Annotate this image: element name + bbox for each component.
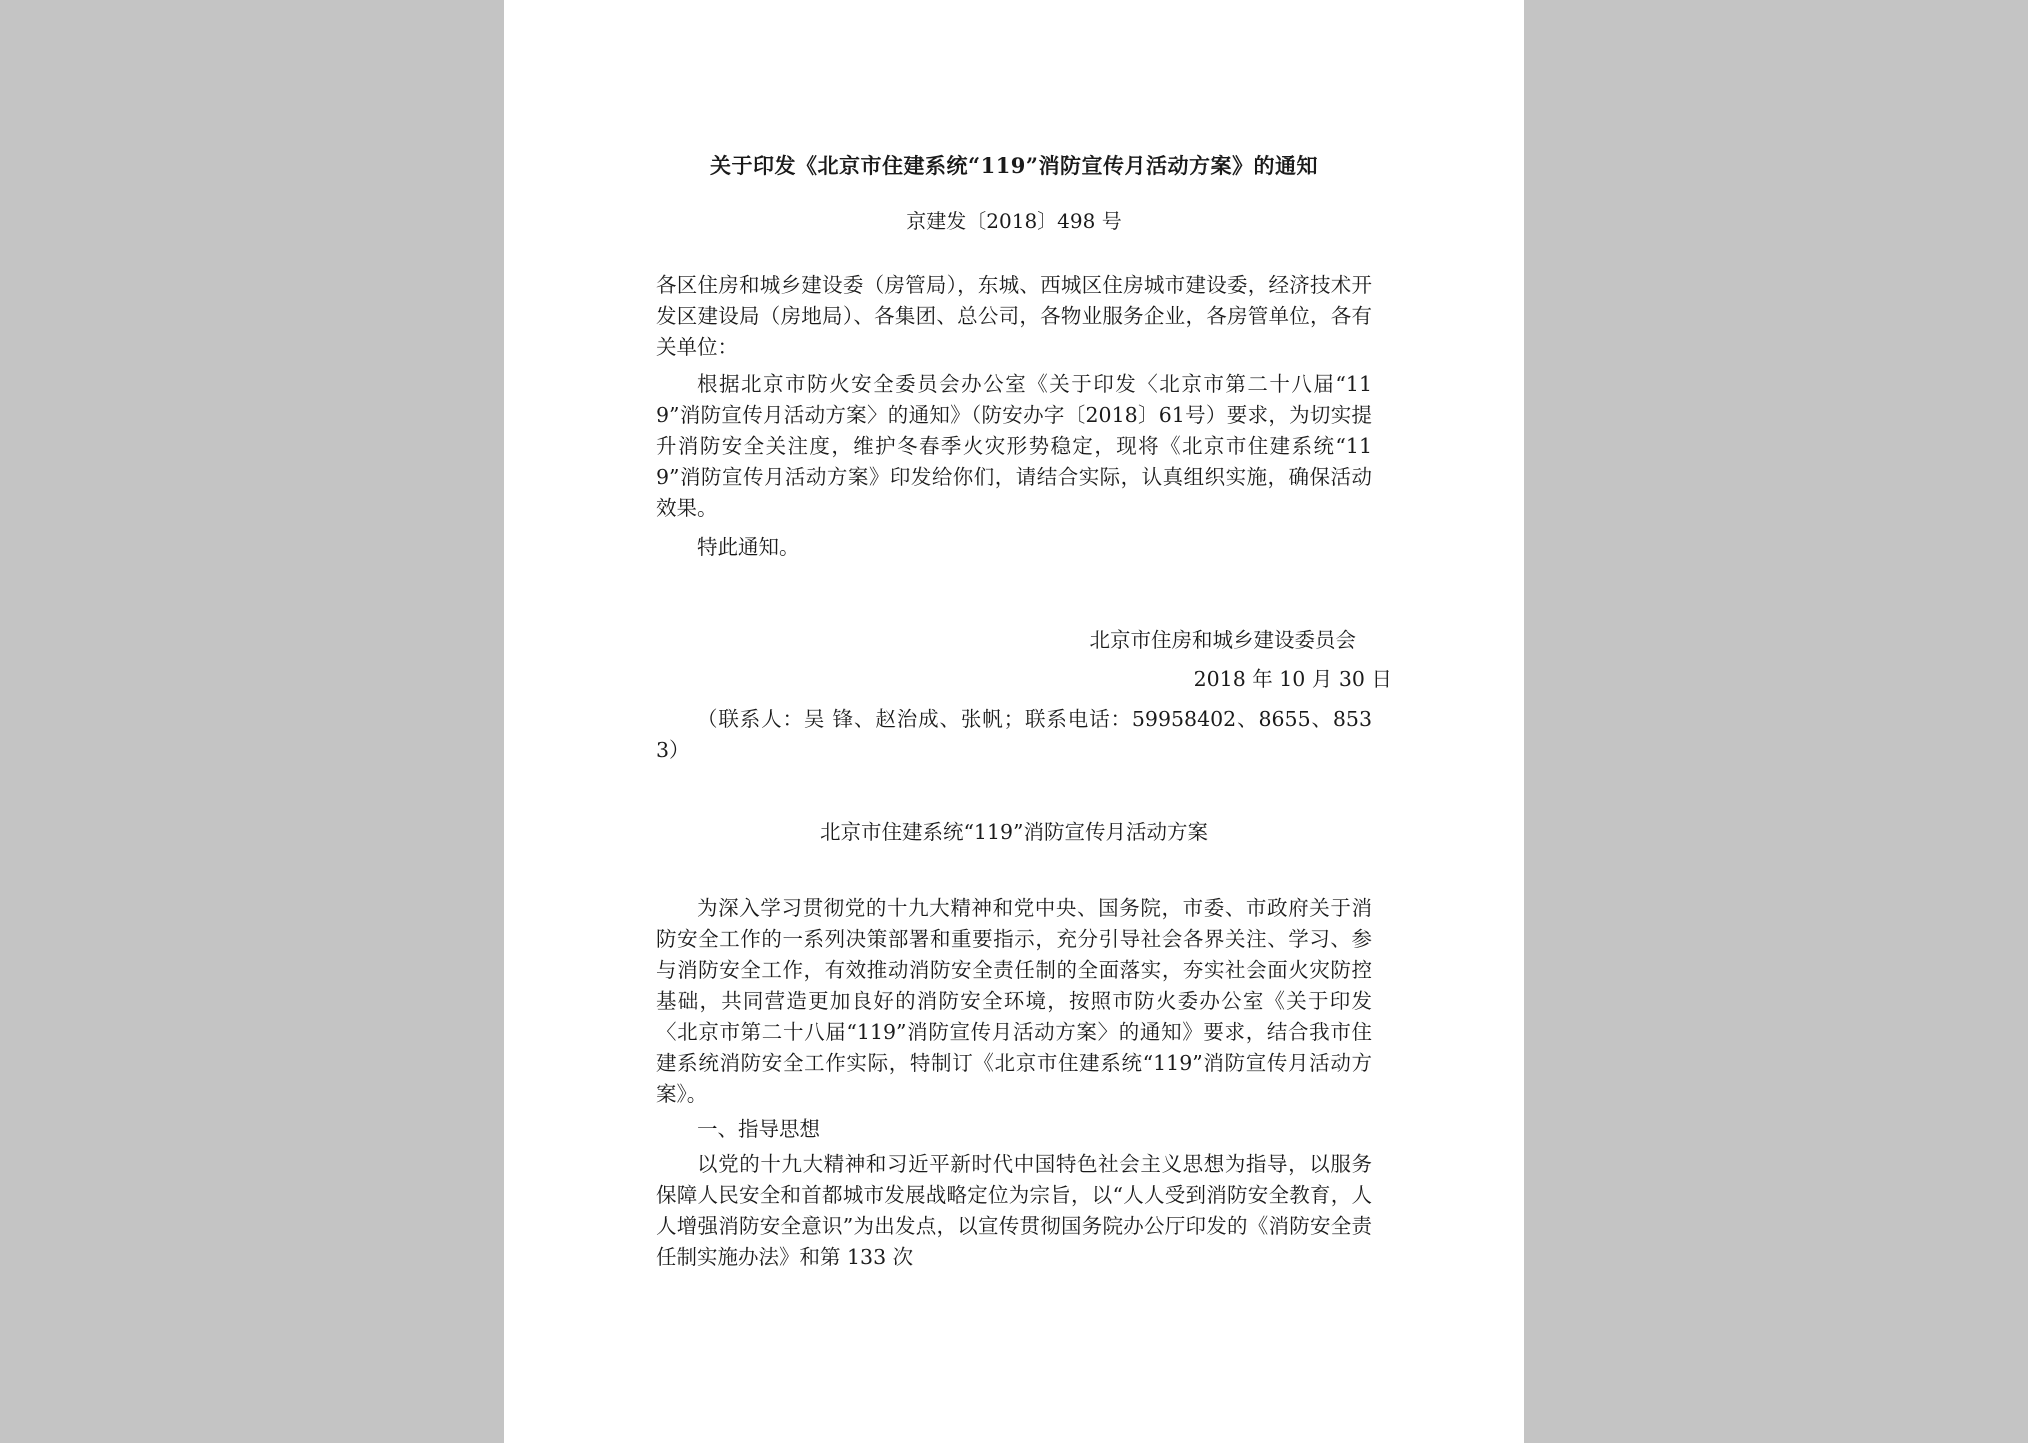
contact-block xyxy=(656,704,1372,766)
document-page xyxy=(504,0,1524,1443)
closing-line: 特此通知。 xyxy=(697,535,800,559)
contact-info: （联系人：吴 锋、赵治成、张帆；联系电话：59958402、8655、8533） xyxy=(656,707,1372,762)
plan-body xyxy=(656,893,1372,1273)
notice-body xyxy=(656,270,1372,563)
section-heading-guiding-ideology: 一、指导思想 xyxy=(697,1117,820,1141)
document-number: 京建发〔2018〕498 号 xyxy=(906,209,1122,233)
plan-intro-paragraph: 为深入学习贯彻党的十九大精神和党中央、国务院，市委、市政府关于消防安全工作的一系列决策部署和重要指示，充分引导社会各界关注、学习、参与消防安全工作，有效推动消防安全责任制的全面落实，夯实社会面火灾防控基础，共同营造更加良好的消防安全环境，按照市防火委办公室《关于印发〈北京市第二十八届“119”消防宣传月活动方案〉的通知》要求，结合我市住建系统消防安全工作实际，特制订《北京市住建系统“119”消防宣传月活动方案》。 xyxy=(656,896,1372,1106)
recipients-paragraph: 各区住房和城乡建设委（房管局），东城、西城区住房城市建设委，经济技术开发区建设局（房地局）、各集团、总公司，各物业服务企业，各房管单位，各有关单位： xyxy=(656,273,1372,359)
document-title: 关于印发《北京市住建系统“119”消防宣传月活动方案》的通知 xyxy=(710,153,1318,178)
plan-title: 北京市住建系统“119”消防宣传月活动方案 xyxy=(819,820,1209,844)
issuer-signature: 北京市住房和城乡建设委员会 xyxy=(1089,628,1356,652)
notice-main-paragraph: 根据北京市防火安全委员会办公室《关于印发〈北京市第二十八届“119”消防宣传月活动方案〉的通知》（防安办字〔2018〕61号）要求，为切实提升消防安全关注度，维护冬春季火灾形势稳定，现将《北京市住建系统“119”消防宣传月活动方案》印发给你们，请结合实际，认真组织实施，确保活动效果。 xyxy=(656,372,1372,520)
issue-date: 2018 年 10 月 30 日 xyxy=(1193,667,1392,691)
guiding-ideology-paragraph: 以党的十九大精神和习近平新时代中国特色社会主义思想为指导，以服务保障人民安全和首都城市发展战略定位为宗旨，以“人人受到消防安全教育，人人增强消防安全意识”为出发点，以宣传贯彻国务院办公厅印发的《消防安全责任制实施办法》和第 133 次 xyxy=(656,1152,1372,1269)
